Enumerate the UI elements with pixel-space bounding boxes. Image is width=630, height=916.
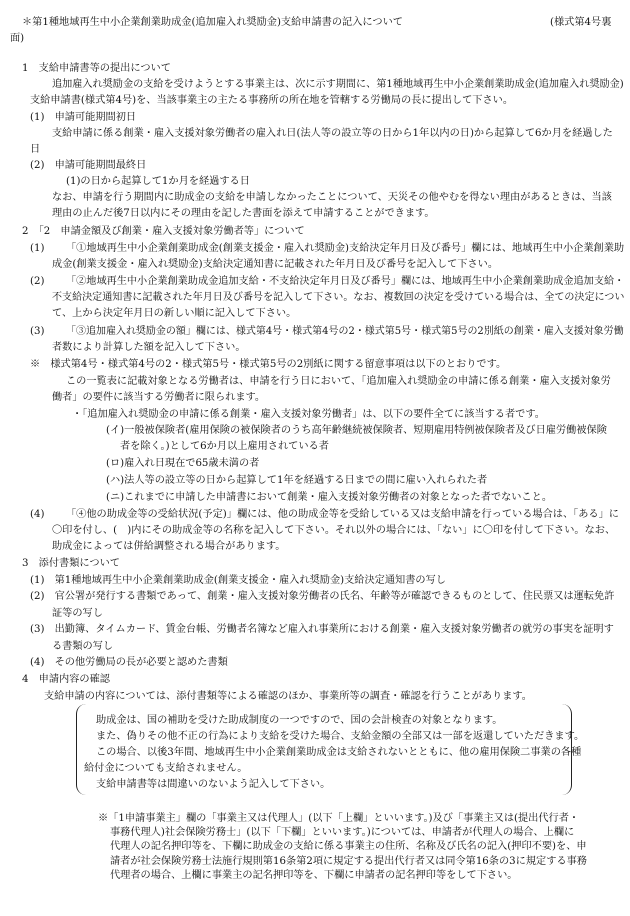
- form-number: (様式第4号裏: [550, 17, 612, 29]
- condition-ha: (ハ)法人等の設立等の日から起算して1年を経過する日までの間に雇い入れられた者: [106, 474, 488, 486]
- section-1-item-1-text: 日: [30, 143, 41, 155]
- section-2-bullet: ・「追加雇入れ奨励金の申請に係る創業・雇入支援対象労働者」は、以下の要件全てに該当する者です。: [72, 408, 545, 420]
- section-1-item-2-text: (1)の日から起算して1か月を経過する日: [66, 175, 250, 187]
- footnote-line: ※「1申請事業主」欄の「事業主又は代理人」(以下「上欄」といいます。)及び「事業主又は(提出代行者・: [98, 813, 580, 825]
- notice-line: 支給申請書等は間違いのないよう記入して下さい。: [96, 779, 331, 791]
- section-1-item-1-title: (1) 申請可能期間初日: [30, 111, 137, 123]
- document-title: ＊第1種地域再生中小企業創業助成金(追加雇入れ奨励金)支給申請書の記入について: [22, 17, 403, 29]
- section-2-item-2-text: 「②地域再生中小企業創業助成金追加支給・不支給決定年月日及び番号」欄には、地域再生中小企業創業助成金追加支給・: [66, 275, 625, 287]
- notice-line: この場合、以後3年間、地域再生中小企業創業助成金は支給されないとともに、他の雇用保険二事業の各種: [96, 747, 582, 759]
- notice-line: 助成金は、国の補助を受けた助成制度の一つですので、国の会計検査の対象となります。: [96, 715, 503, 727]
- section-2-note-text: 働者」の要件に該当する労働者に限られます。: [52, 391, 266, 403]
- notice-line: 給付金についても支給されません。: [84, 763, 248, 775]
- section-2-item-3-text: 「③追加雇入れ奨励金の額」欄には、様式第4号・様式第4号の2・様式第5号・様式第5号の2別紙の創業・雇入支援対象労働: [66, 325, 624, 337]
- section-2-item-4-text: 〇印を付し、( )内にその助成金等の名称を記入して下さい。それ以外の場合には、「ない」に〇印を付して下さい。なお、: [52, 524, 616, 536]
- section-2-note: ※ 様式第4号・様式第4号の2・様式第5号・様式第5号の2別紙に関する留意事項は以下のとおりです。: [30, 358, 507, 370]
- section-1-heading: 1 支給申請書等の提出について: [22, 63, 171, 75]
- section-2-item-4-number: (4): [30, 508, 45, 520]
- section-3-item-1: (1) 第1種地域再生中小企業創業助成金(創業支援金・雇入れ奨励金)支給決定通知書の写し: [30, 574, 446, 586]
- section-2-item-3-number: (3): [30, 325, 45, 337]
- section-2-heading: 2 「2 申請金額及び創業・雇入支援対象労働者等」について: [22, 225, 305, 237]
- section-2-item-3-text: 者数により計算した額を記入して下さい。: [52, 341, 246, 353]
- notice-line: また、偽りその他不正の行為により支給を受けた場合、支給金額の全部又は一部を返還していただきます。: [96, 731, 585, 743]
- section-1-paragraph-line: 追加雇入れ奨励金の支給を受けようとする事業主は、次に示す期間に、第1種地域再生中小企業創業助成金(追加雇入れ奨励金): [52, 79, 624, 91]
- section-2-item-2-number: (2): [30, 275, 45, 287]
- condition-i: (イ)一般被保険者(雇用保険の被保険者のうち高年齢継続被保険者、短期雇用特例被保険者及び日雇労働被保険: [106, 424, 607, 436]
- section-2-item-1-number: (1): [30, 242, 45, 254]
- section-1-paragraph-line: 支給申請書(様式第4号)を、当該事業主の主たる事務所の所在地を管轄する労働局の長に提出して下さい。: [30, 95, 514, 107]
- section-2-item-4-text: 助成金によっては併給調整される場合があります。: [52, 540, 286, 552]
- section-1-item-2-text: なお、申請を行う期間内に助成金の支給を申請しなかったことについて、天災その他やむを得ない理由があるときは、当該: [52, 191, 612, 203]
- condition-i-cont: 者を除く。)として6か月以上雇用されている者: [120, 440, 329, 452]
- section-3-item-3: (3) 出勤簿、タイムカード、賃金台帳、労働者名簿など雇入れ事業所における創業・雇入支援対象労働者の就労の事実を証明す: [30, 624, 614, 636]
- section-2-item-4-text: 「④他の助成金等の受給状況(予定)」欄には、他の助成金等を受給している又は支給申請を行っている場合は、「ある」に: [66, 508, 619, 520]
- section-2-note-text: この一覧表に記載対象となる労働者は、申請を行う日において、「追加雇入れ奨励金の申請に係る創業・雇入支援対象労: [66, 375, 611, 387]
- section-3-item-2-cont: 証等の写し: [52, 607, 103, 619]
- footnote-line: 代理者の場合、上欄に事業主の記名押印等を、下欄に申請者の記名押印等をして下さい。: [110, 869, 518, 881]
- section-2-item-2-text: て、上から決定年月日の新しい順に記入して下さい。: [52, 307, 297, 319]
- section-2-item-1-text: 「①地域再生中小企業創業助成金(創業支援金・雇入れ奨励金)支給決定年月日及び番号」欄には、地域再生中小企業創業助: [66, 242, 625, 254]
- condition-ni: (ニ)これまでに申請した申請書において創業・雇入支援対象労働者の対象となった者でないこと。: [106, 491, 553, 503]
- footnote-line: 代理人の記名押印等を、下欄に助成金の支給に係る事業主の住所、名称及び氏名の記入(押印不要)を、申: [110, 841, 587, 853]
- form-number-continued: 面): [10, 33, 25, 45]
- footnote-line: 事務代理人)社会保険労務士」(以下「下欄」といいます。)については、申請者が代理人の場合、上欄に: [110, 827, 575, 839]
- section-4-body: 支給申請の内容については、添付書類等による確認のほか、事業所等の調査・確認を行うことがあります。: [44, 691, 532, 703]
- section-4-heading: 4 申請内容の確認: [22, 674, 110, 686]
- condition-ro: (ロ)雇入れ日現在で65歳未満の者: [106, 457, 260, 469]
- section-1-item-2-text: 理由の止んだ後7日以内にその理由を記した書面を添えて申請することができます。: [52, 207, 435, 219]
- section-2-item-1-text: 成金(創業支援金・雇入れ奨励金)支給決定通知書に記載された年月日及び番号を記入して下さい。: [52, 258, 499, 270]
- footnote-line: 請者が社会保険労務士法施行規則第16条第2項に規定する提出代行者又は同令第16条の3に規定する事務: [110, 855, 587, 867]
- section-3-heading: 3 添付書類について: [22, 557, 120, 569]
- section-1-item-1-text: 支給申請に係る創業・雇入支援対象労働者の雇入れ日(法人等の設立等の日から1年以内の日)から起算して6か月を経過した: [52, 127, 613, 139]
- section-3-item-2: (2) 官公署が発行する書類であって、創業・雇入支援対象労働者の氏名、年齢等が確認できるものとして、住民票又は運転免許: [30, 591, 615, 603]
- section-3-item-4: (4) その他労働局の長が必要と認めた書類: [30, 657, 228, 669]
- section-2-item-2-text: 不支給決定通知書に記載された年月日及び番号を記入して下さい。なお、複数回の決定を受けている場合は、全ての決定につい: [52, 291, 625, 303]
- section-1-item-2-title: (2) 申請可能期間最終日: [30, 159, 147, 171]
- section-3-item-3-cont: る書類の写し: [52, 640, 114, 652]
